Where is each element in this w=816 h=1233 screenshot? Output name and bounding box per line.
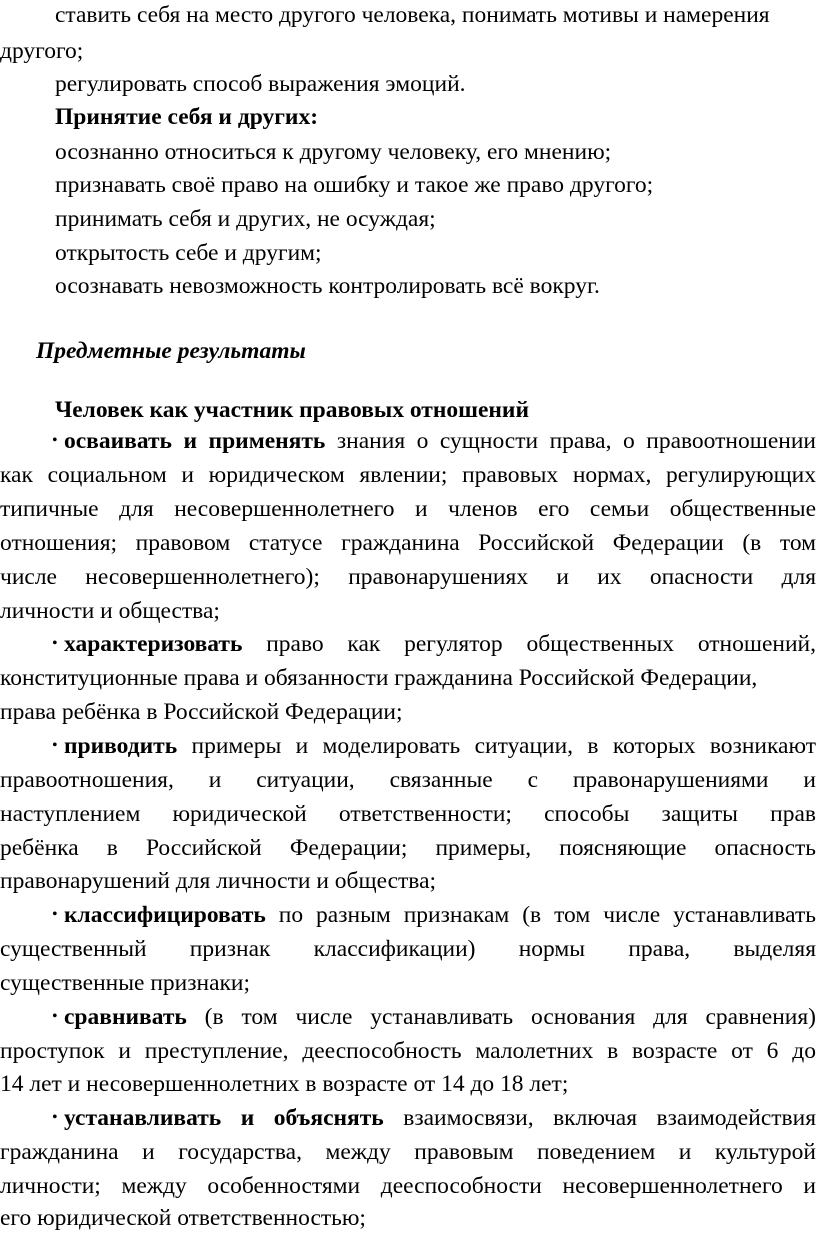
bullet-icon: •: [52, 635, 58, 652]
intro-line-1: ставить себя на место другого человека, понимать мотивы и намерения: [55, 2, 770, 28]
acceptance-item: принимать себя и других, не осуждая;: [55, 206, 436, 232]
bullet-item-3-line: правоотношения, и ситуации, связанные с правонарушениями и: [0, 767, 816, 793]
bullet-item-3-first-line: • приводить примеры и моделировать ситуации, в которых возникают: [52, 733, 816, 759]
acceptance-heading: Принятие себя и других:: [55, 104, 319, 130]
bullet-item-4-line: существенный признак классификации) нормы права, выделяя: [0, 936, 816, 962]
subject-results-heading: Предметные результаты: [36, 338, 306, 364]
bullet-item-1-line: числе несовершеннолетнего); правонарушениях и их опасности для: [0, 564, 816, 590]
bullet-icon: •: [52, 737, 58, 754]
bullet-item-4-first-line: • классифицировать по разным признакам (в том числе устанавливать: [52, 902, 816, 928]
bullet-item-1-line: отношения; правовом статусе гражданина Российской Федерации (в том: [0, 530, 816, 556]
intro-line-2: другого;: [0, 38, 84, 64]
bullet-icon: •: [52, 432, 58, 449]
acceptance-item: признавать своё право на ошибку и такое же право другого;: [55, 172, 654, 198]
bullet-item-1-line: как социальном и юридическом явлении; правовых нормах, регулирующих: [0, 462, 816, 488]
bullet-item-2-line: конституционные права и обязанности гражданина Российской Федерации,: [0, 665, 758, 691]
acceptance-item: осознанно относиться к другому человеку, его мнению;: [55, 139, 612, 165]
bullet-item-2-first-line: • характеризовать право как регулятор общественных отношений,: [52, 631, 816, 657]
bullet-item-1-line: типичные для несовершеннолетнего и членов его семьи общественные: [0, 496, 816, 522]
intro-line-3: регулировать способ выражения эмоций.: [55, 71, 466, 97]
bullet-item-1-line: личности и общества;: [0, 598, 220, 624]
bullet-item-5-line: 14 лет и несовершеннолетних в возрасте от 14 до 18 лет;: [0, 1071, 569, 1097]
bullet-item-5-line: проступок и преступление, дееспособность малолетних в возрасте от 6 до: [0, 1038, 816, 1064]
bullet-item-6-line: его юридической ответственностью;: [0, 1205, 366, 1231]
section-title: Человек как участник правовых отношений: [55, 397, 530, 423]
bullet-icon: •: [52, 1008, 58, 1025]
acceptance-item: осознавать невозможность контролировать всё вокруг.: [55, 273, 600, 299]
bullet-item-6-line: личности; между особенностями дееспособности несовершеннолетнего и: [0, 1173, 816, 1199]
bullet-item-6-line: гражданина и государства, между правовым поведением и культурой: [0, 1139, 816, 1165]
bullet-item-6-first-line: • устанавливать и объяснять взаимосвязи, включая взаимодействия: [52, 1105, 816, 1131]
bullet-item-2-line: права ребёнка в Российской Федерации;: [0, 699, 403, 725]
bullet-icon: •: [52, 1109, 58, 1126]
acceptance-item: открытость себе и другим;: [55, 240, 322, 266]
bullet-item-3-line: ребёнка в Российской Федерации; примеры, поясняющие опасность: [0, 835, 816, 861]
bullet-item-1-first-line: • осваивать и применять знания о сущности права, о правоотношении: [52, 428, 816, 454]
bullet-item-4-line: существенные признаки;: [0, 970, 251, 996]
bullet-icon: •: [52, 906, 58, 923]
bullet-item-5-first-line: • сравнивать (в том числе устанавливать основания для сравнения): [52, 1004, 816, 1030]
bullet-item-3-line: наступлением юридической ответственности; способы защиты прав: [0, 801, 816, 827]
bullet-item-3-line: правонарушений для личности и общества;: [0, 868, 437, 894]
